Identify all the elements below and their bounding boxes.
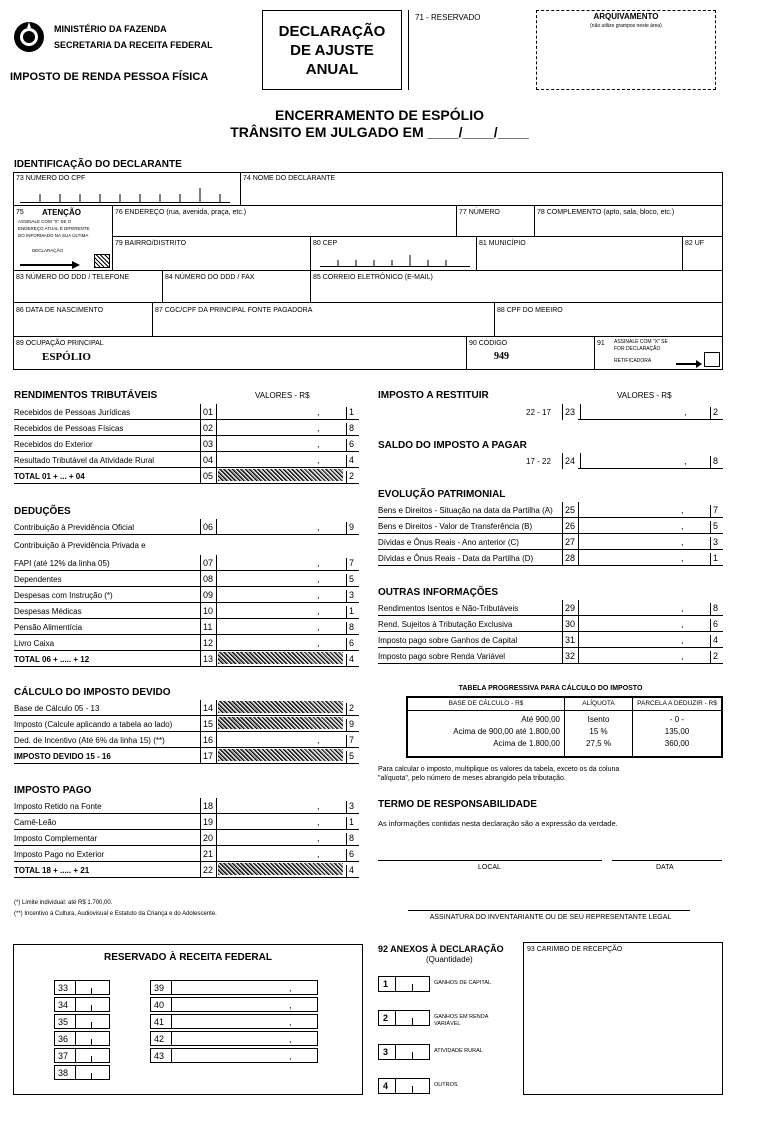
deduction-row: Pensão Alimentícia 11 , 8 [14,619,359,635]
phone-label: 83 NÚMERO DO DDD / TELEFONE [16,274,130,281]
field-91-label: 91 [597,340,605,347]
other-row: Imposto pago sobre Ganhos de Capital 31 , 4 [378,632,723,648]
reserved-field[interactable]: 40 , [150,997,318,1012]
deduction-row [14,651,359,667]
income-line-number: 05 [203,471,214,481]
annex-quantity-field[interactable] [378,1010,430,1026]
income-row: Recebidos do Exterior 03 , 6 [14,436,359,452]
deduction-row: Despesas com Instrução (*) 09 , 3 [14,587,359,603]
table-header-base: BASE DE CÁLCULO - R$ [448,700,524,707]
archive-note: (não utilize grampos neste área) [590,23,662,29]
assets-line-number: 28 [565,553,576,563]
other-check-digit: 8 [710,603,718,615]
paid-line-number: 18 [203,801,214,811]
reserved-field-number: 34 [58,1000,69,1010]
assets-row-label: Bens e Direitos - Situação na data da Partilha (A) [378,506,553,515]
assets-row: Dívidas e Ônus Reais - Data da Partilha (D) 28 , 1 [378,550,723,566]
calc-row [14,748,359,764]
arrow-right-icon [20,256,80,274]
annexes-title: 92 ANEXOS À DECLARAÇÃO [378,944,504,954]
paid-row: Imposto Pago no Exterior 21 , 6 [14,846,359,862]
archive-box [536,10,716,90]
local-input[interactable] [378,860,602,861]
table-row-2-base: Acima de 900,00 até 1.800,00 [453,727,560,736]
balance-line-number: 24 [565,456,576,466]
balance-input[interactable] [578,468,723,469]
title-line-2: DE AJUSTE [290,42,374,59]
other-line-number: 30 [565,619,576,629]
deduction-input[interactable] [14,534,359,535]
occupation-label: 89 OCUPAÇÃO PRINCIPAL [16,340,104,347]
income-row: Resultado Tributável da Atividade Rural 04 , 4 [14,452,359,468]
income-shaded-field [218,469,343,481]
refund-row: 22 - 17 23 , 2 [378,404,723,420]
assets-input[interactable] [378,565,723,566]
table-row-3-deduct: 360,00 [664,739,690,748]
refund-input[interactable] [578,419,723,420]
paid-row-label: TOTAL 18 + ..... + 21 [14,866,90,875]
paid-check-digit: 3 [346,801,354,813]
deduction-line-number: 10 [203,606,214,616]
deduction-row-label: TOTAL 06 + ..... + 12 [14,655,90,664]
calc-line-number: 15 [203,719,214,729]
balance-check-digit: 8 [710,456,718,468]
assets-row-label: Dívidas e Ônus Reais - Ano anterior (C) [378,538,519,547]
deduction-row-label: Despesas com Instrução (*) [14,591,113,600]
annex-label: GANHOS EM RENDA VARIÁVEL [434,1014,489,1027]
address-label: 76 ENDEREÇO (rua, avenida, praça, etc.) [115,209,247,216]
annex-number: 1 [383,979,389,989]
calc-row-label: IMPOSTO DEVIDO 15 - 16 [14,752,111,761]
other-row: Imposto pago sobre Renda Variável 32 , 2 [378,648,723,664]
assets-line-number: 26 [565,521,576,531]
reserved-field-number: 41 [154,1017,165,1027]
email-label: 85 CORREIO ELETRÔNICO (E-MAIL) [313,274,433,281]
progressive-table [406,696,723,758]
reserved-field-number: 39 [154,983,165,993]
deduction-row-label: Dependentes [14,575,62,584]
income-row-label: TOTAL 01 + ... + 04 [14,472,85,481]
other-check-digit: 6 [710,619,718,631]
deduction-check-digit: 5 [346,574,354,586]
other-line-number: 31 [565,635,576,645]
complement-label: 78 COMPLEMENTO (apto, sala, bloco, etc.) [537,209,675,216]
other-line-number: 32 [565,651,576,661]
income-row: Recebidos de Pessoas Físicas 02 , 8 [14,420,359,436]
annex-quantity-field[interactable] [378,1044,430,1060]
paid-section-title: IMPOSTO PAGO [14,785,92,796]
deduction-input[interactable] [14,666,359,667]
table-note-1: Para calcular o imposto, multiplique os valores da tabela, exceto os da coluna [378,766,620,773]
title-line-1: DECLARAÇÃO [278,23,386,40]
deduction-line-number: 07 [203,558,214,568]
paid-check-digit: 6 [346,849,354,861]
annex-label: GANHOS DE CAPITAL [434,980,492,986]
deduction-row: Despesas Médicas 10 , 1 [14,603,359,619]
table-row-1-rate: Isento [587,715,610,724]
income-row [14,468,359,484]
other-row: Rend. Sujeitos à Tributação Exclusiva 30 , 6 [378,616,723,632]
balance-formula: 17 - 22 [526,457,551,466]
reception-stamp-box [523,942,723,1095]
annex-label: ATIVIDADE RURAL [434,1048,483,1054]
reserved-field[interactable]: 41 , [150,1014,318,1029]
field-75-label: 75 [16,209,24,216]
deduction-shaded-field [218,652,343,664]
paid-row-label: Carnê-Leão [14,818,57,827]
fapi-prefix-label: Contribuição à Previdência Privada e [14,541,146,550]
income-line-number: 02 [203,423,214,433]
paid-line-number: 21 [203,849,214,859]
calc-line-number: 14 [203,703,214,713]
income-check-digit: 2 [346,471,354,483]
income-check-digit: 8 [346,423,354,435]
cpf-label: 73 NÚMERO DO CPF [16,175,86,182]
reserved-field[interactable]: 43 , [150,1048,318,1063]
calc-line-number: 16 [203,735,214,745]
annex-label: OUTROS [434,1082,458,1088]
deduction-row-label: Contribuição à Previdência Oficial [14,523,135,532]
reserved-71-label: 71 - RESERVADO [415,13,481,22]
assets-section-title: EVOLUÇÃO PATRIMONIAL [378,489,506,500]
refund-formula: 22 - 17 [526,408,551,417]
number-label: 77 NÚMERO [459,209,500,216]
address-change-checkbox[interactable] [94,254,110,268]
other-row-label: Imposto pago sobre Ganhos de Capital [378,636,518,645]
reserved-field-number: 42 [154,1034,165,1044]
reserved-71-box [408,10,532,90]
deduction-check-digit: 7 [346,558,354,570]
fax-label: 84 NÚMERO DO DDD / FAX [165,274,255,281]
title-line-3: ANUAL [305,61,359,78]
table-row-3-base: Acima de 1.800,00 [493,739,560,748]
calc-check-digit: 7 [346,735,354,747]
deduction-line-number: 13 [203,654,214,664]
meeiro-cpf-label: 88 CPF DO MEEIRO [497,307,563,314]
rectify-note-3: RETIFICADORA [614,358,652,364]
arrow-right-icon-2 [676,355,702,373]
assets-check-digit: 7 [710,505,718,517]
rectify-note-1: ASSINALE COM "X" SE [614,339,668,345]
signature-input[interactable] [408,910,690,911]
attention-note-4: DECLARAÇÃO [32,248,64,253]
note-2: (**) Incentivo à Cultura, Audiovisual e Estatuto da Criança e do Adolescente. [14,911,217,917]
assets-row: Dívidas e Ônus Reais - Ano anterior (C) 27 , 3 [378,534,723,550]
reserved-field-number: 37 [58,1051,69,1061]
reserved-field[interactable] [54,980,110,995]
assets-check-digit: 3 [710,537,718,549]
deduction-check-digit: 1 [346,606,354,618]
reserved-field[interactable] [54,1031,110,1046]
deduction-line-number: 08 [203,574,214,584]
income-row-label: Resultado Tributável da Atividade Rural [14,456,155,465]
income-check-digit: 4 [346,455,354,467]
deduction-row-label: FAPI (até 12% da linha 05) [14,559,110,568]
assets-row: Bens e Direitos - Valor de Transferência (B) 26 , 5 [378,518,723,534]
calc-row-label: Imposto (Calcule aplicando a tabela ao lado) [14,720,173,729]
cpf-input[interactable] [20,188,230,203]
deduction-line-number: 09 [203,590,214,600]
assets-check-digit: 5 [710,521,718,533]
income-input[interactable] [14,483,359,484]
deduction-row-label: Pensão Alimentícia [14,623,83,632]
reserved-field-number: 36 [58,1034,69,1044]
annex-number: 4 [383,1081,389,1091]
deduction-check-digit: 8 [346,622,354,634]
income-section-title: RENDIMENTOS TRIBUTÁVEIS [14,390,158,401]
paid-row: Carnê-Leão 19 , 1 [14,814,359,830]
declarant-name-label: 74 NOME DO DECLARANTE [243,175,336,182]
deduction-row: FAPI (até 12% da linha 05) 07 , 7 [14,555,359,571]
occupation-value: ESPÓLIO [42,351,91,363]
calc-shaded-field [218,717,343,729]
assets-check-digit: 1 [710,553,718,565]
district-label: 79 BAIRRO/DISTRITO [115,240,187,247]
annexes-subtitle: (Quantidade) [426,955,473,964]
deduction-row: Livro Caixa 12 , 6 [14,635,359,651]
income-check-digit: 6 [346,439,354,451]
ministry-name: MINISTÉRIO DA FAZENDA [54,24,167,34]
annex-quantity-field[interactable] [378,1078,430,1094]
refund-check-digit: 2 [710,407,718,419]
table-row-2-rate: 15 % [589,727,608,736]
responsibility-text: As informações contidas nesta declaração são a expressão da verdade. [378,819,618,828]
reserved-field[interactable]: 42 , [150,1031,318,1046]
paid-line-number: 22 [203,865,214,875]
income-line-number: 01 [203,407,214,417]
table-row-3-rate: 27,5 % [586,739,611,748]
income-row-label: Recebidos de Pessoas Jurídicas [14,408,131,417]
reserved-field[interactable] [54,997,110,1012]
deductions-section-title: DEDUÇÕES [14,506,71,517]
reserved-box-title: RESERVADO À RECEITA FEDERAL [104,952,272,963]
deduction-check-digit: 3 [346,590,354,602]
calc-input[interactable] [14,763,359,764]
note-1: (*) Limite individual: até R$ 1.700,00. [14,900,113,906]
table-header-rate: ALÍQUOTA [582,700,615,707]
income-line-number: 03 [203,439,214,449]
annex-quantity-field[interactable] [378,976,430,992]
refund-values-header: VALORES - R$ [617,391,672,400]
deduction-check-digit: 4 [346,654,354,666]
balance-section-title: SALDO DO IMPOSTO A PAGAR [378,440,527,451]
form-name: IMPOSTO DE RENDA PESSOA FÍSICA [10,71,209,83]
income-values-header: VALORES - R$ [255,391,310,400]
local-label: LOCAL [478,864,501,871]
date-label: DATA [656,864,674,871]
reserved-field-number: 43 [154,1051,165,1061]
attention-note-1: ASSINALE COM "X" SE O [18,219,72,224]
income-row-label: Recebidos do Exterior [14,440,93,449]
title-box [262,10,402,90]
deduction-check-digit: 6 [346,638,354,650]
paid-line-number: 20 [203,833,214,843]
attention-note-2: ENDEREÇO ATUAL É DIFERENTE [18,226,90,231]
cep-label: 80 CEP [313,240,338,247]
other-section-title: OUTRAS INFORMAÇÕES [378,587,498,598]
deduction-line-number: 12 [203,638,214,648]
rectify-note-2: FOR DECLARAÇÃO [614,346,661,352]
reserved-field[interactable] [54,1048,110,1063]
uf-label: 82 UF [685,240,705,247]
deduction-row-label: Despesas Médicas [14,607,82,616]
deduction-check-digit: 9 [346,522,354,534]
refund-section-title: IMPOSTO A RESTITUIR [378,390,489,401]
archive-label: ARQUIVAMENTO [593,12,659,21]
reserved-field-number: 35 [58,1017,69,1027]
table-row-2-deduct: 135,00 [664,727,690,736]
paid-shaded-field [218,863,343,875]
cep-input[interactable] [320,254,470,267]
table-header-deduct: PARCELA A DEDUZIR - R$ [637,700,717,707]
table-note-2: "alíquota", pelo número de meses abrangido pela tributação. [378,775,566,782]
calc-row [14,716,359,732]
paid-check-digit: 4 [346,865,354,877]
rectify-checkbox[interactable] [704,352,720,367]
responsibility-section-title: TERMO DE RESPONSABILIDADE [378,799,537,810]
main-payer-label: 87 CGC/CPF DA PRINCIPAL FONTE PAGADORA [155,307,313,314]
table-title: TABELA PROGRESSIVA PARA CÁLCULO DO IMPOSTO [458,685,643,692]
deduction-row: Contribuição à Previdência Oficial 06 , 9 [14,519,359,535]
other-input[interactable] [378,663,723,664]
reserved-field-number: 33 [58,983,69,993]
other-row: Rendimentos Isentos e Não-Tributáveis 29 , 8 [378,600,723,616]
annex-number: 3 [383,1047,389,1057]
reserved-field[interactable]: 39 , [150,980,318,995]
reserved-field[interactable] [54,1065,110,1080]
calc-row: Ded. de Incentivo (Até 6% da linha 15) (**) 16 , 7 [14,732,359,748]
code-value: 949 [494,351,509,362]
secretariat-name: SECRETARIA DA RECEITA FEDERAL [54,40,213,50]
code-label: 90 CÓDIGO [469,340,508,347]
coat-of-arms-icon [12,20,46,54]
assets-line-number: 25 [565,505,576,515]
attention-label: ATENÇÃO [42,208,81,217]
paid-row-label: Imposto Complementar [14,834,98,843]
calc-row [14,700,359,716]
assets-row-label: Bens e Direitos - Valor de Transferência (B) [378,522,533,531]
other-row-label: Rend. Sujeitos à Tributação Exclusiva [378,620,513,629]
income-row-label: Recebidos de Pessoas Físicas [14,424,124,433]
attention-note-3: DO INFORMADO NA SUA ÚLTIMA [18,233,89,238]
identification-section-title: IDENTIFICAÇÃO DO DECLARANTE [14,159,182,170]
income-check-digit: 1 [346,407,354,419]
assets-row-label: Dívidas e Ônus Reais - Data da Partilha (D) [378,554,534,563]
other-check-digit: 4 [710,635,718,647]
refund-line-number: 23 [565,407,576,417]
deduction-row: Dependentes 08 , 5 [14,571,359,587]
calc-check-digit: 9 [346,719,354,731]
reserved-field[interactable] [54,1014,110,1029]
annex-number: 2 [383,1013,389,1023]
deduction-row-label: Livro Caixa [14,639,55,648]
table-row-1-deduct: - 0 - [669,715,685,724]
deduction-line-number: 06 [203,522,214,532]
paid-check-digit: 1 [346,817,354,829]
calc-shaded-field [218,701,343,713]
paid-row-label: Imposto Retido na Fonte [14,802,102,811]
income-line-number: 04 [203,455,214,465]
calc-line-number: 17 [203,751,214,761]
table-row-1-base: Até 900,00 [521,715,560,724]
calc-check-digit: 5 [346,751,354,763]
reserved-field-number: 40 [154,1000,165,1010]
other-row-label: Imposto pago sobre Renda Variável [378,652,506,661]
transit-title: TRÂNSITO EM JULGADO EM ____/____/____ [230,124,529,140]
paid-row [14,862,359,878]
calc-shaded-field [218,749,343,761]
other-line-number: 29 [565,603,576,613]
calc-row-label: Ded. de Incentivo (Até 6% da linha 15) (**) [14,736,165,745]
paid-line-number: 19 [203,817,214,827]
paid-input[interactable] [14,877,359,878]
calc-row-label: Base de Cálculo 05 - 13 [14,704,100,713]
balance-row: 17 - 22 24 , 8 [378,453,723,469]
closing-title: ENCERRAMENTO DE ESPÓLIO [275,107,484,123]
calc-section-title: CÁLCULO DO IMPOSTO DEVIDO [14,687,171,698]
date-input[interactable] [612,860,722,861]
calc-check-digit: 2 [346,703,354,715]
assets-line-number: 27 [565,537,576,547]
income-row: Recebidos de Pessoas Jurídicas 01 , 1 [14,404,359,420]
signature-label: ASSINATURA DO INVENTARIANTE OU DE SEU REPRESENTANTE LEGAL [429,914,672,921]
other-row-label: Rendimentos Isentos e Não-Tributáveis [378,604,519,613]
reception-stamp-label: 93 CARIMBO DE RECEPÇÃO [527,946,623,953]
other-check-digit: 2 [710,651,718,663]
paid-row: Imposto Retido na Fonte 18 , 3 [14,798,359,814]
city-label: 81 MUNICÍPIO [479,240,526,247]
deduction-line-number: 11 [203,622,213,632]
paid-check-digit: 8 [346,833,354,845]
paid-row-label: Imposto Pago no Exterior [14,850,105,859]
assets-row: Bens e Direitos - Situação na data da Partilha (A) 25 , 7 [378,502,723,518]
birth-date-label: 86 DATA DE NASCIMENTO [16,307,104,314]
paid-row: Imposto Complementar 20 , 8 [14,830,359,846]
reserved-field-number: 38 [58,1068,69,1078]
